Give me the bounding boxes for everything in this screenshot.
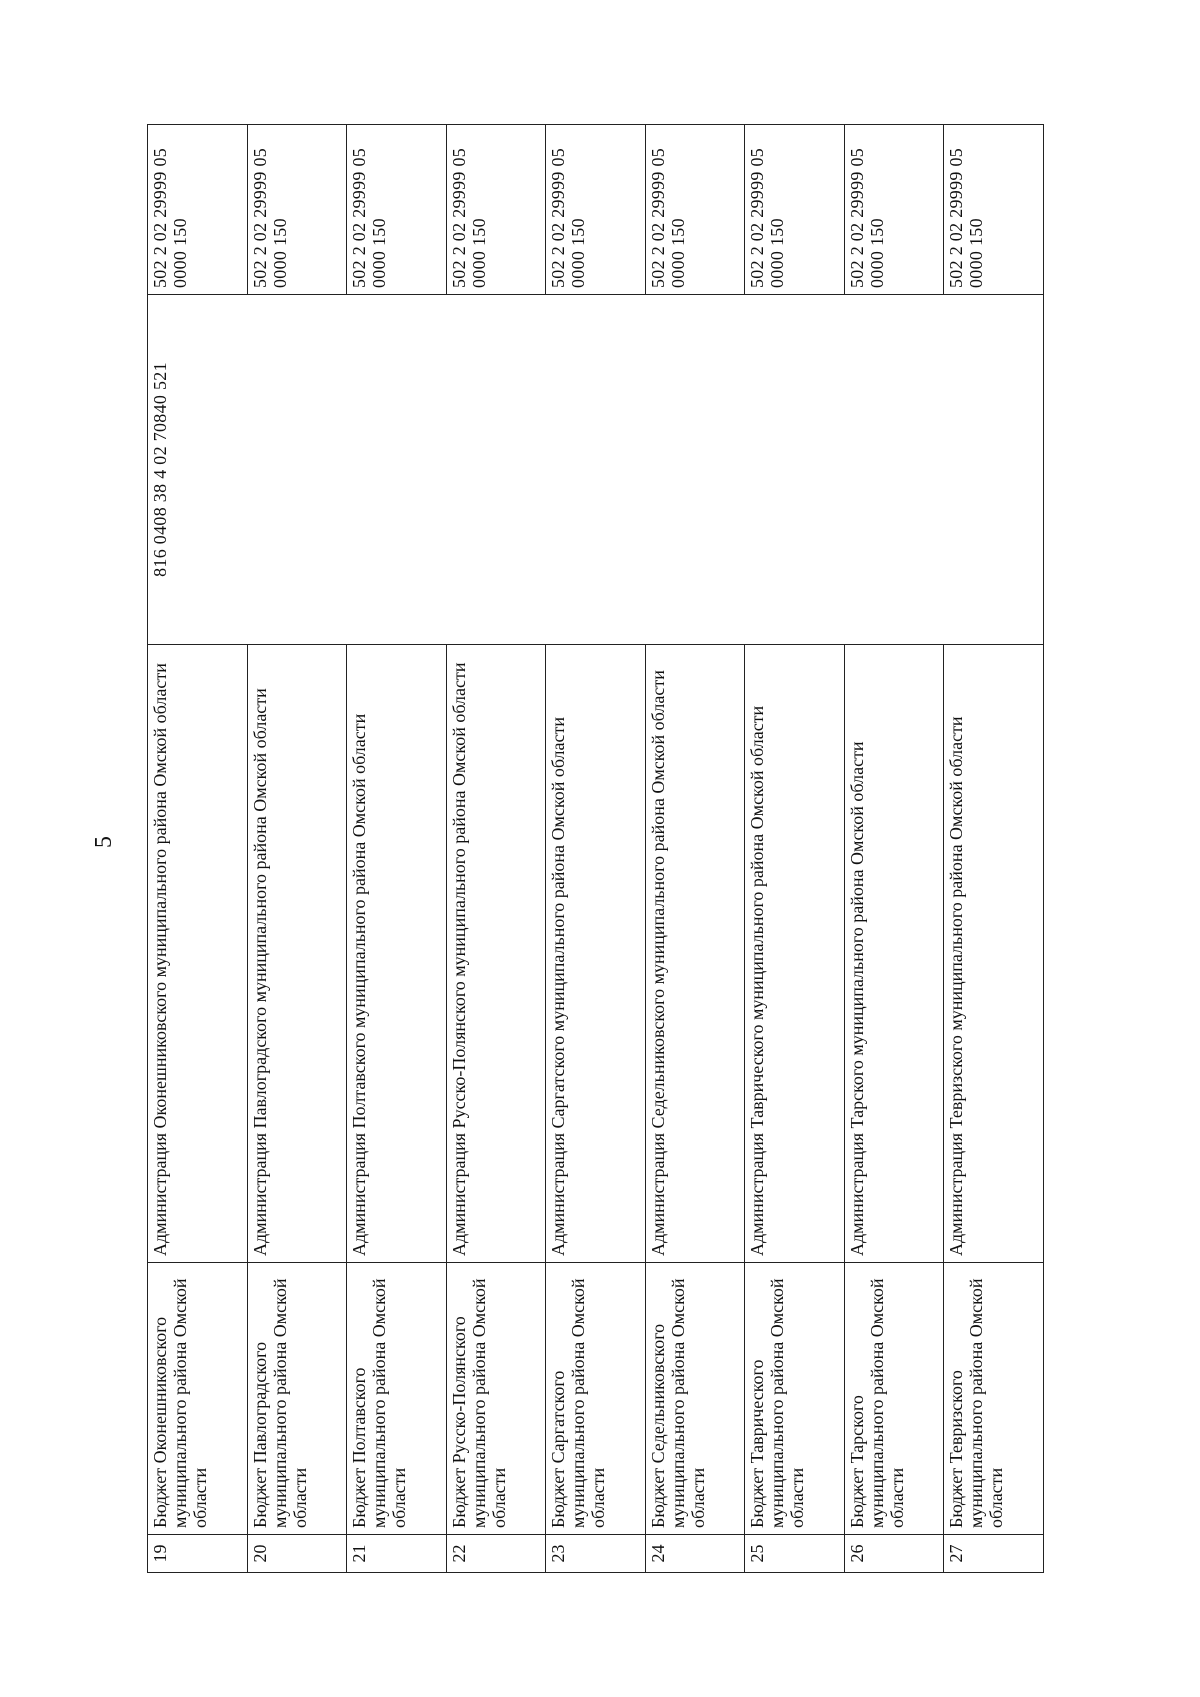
administrator-name: Администрация Саргатского муниципального района Омской области [546,645,646,1263]
budget-name: Бюджет Саргатского муниципального района Омской области [546,1263,646,1535]
revenue-code: 502 2 02 29999 05 0000 150 [347,125,447,295]
row-number: 20 [247,1535,347,1573]
revenue-code: 502 2 02 29999 05 0000 150 [745,125,845,295]
expenditure-code: 816 0408 38 4 02 70840 521 [148,295,1044,645]
administrator-name: Администрация Павлоградского муниципального района Омской области [247,645,347,1263]
budget-name: Бюджет Тарского муниципального района Омской области [844,1263,944,1535]
row-number: 21 [347,1535,447,1573]
budget-name: Бюджет Седельниковского муниципального района Омской области [645,1263,745,1535]
budget-name: Бюджет Тевризского муниципального района Омской области [944,1263,1044,1535]
budget-name: Бюджет Оконешниковского муниципального района Омской области [148,1263,248,1535]
revenue-code: 502 2 02 29999 05 0000 150 [546,125,646,295]
budget-table-body [148,125,1044,1573]
revenue-code: 502 2 02 29999 05 0000 150 [446,125,546,295]
revenue-code: 502 2 02 29999 05 0000 150 [844,125,944,295]
revenue-code: 502 2 02 29999 05 0000 150 [944,125,1044,295]
administrator-name: Администрация Полтавского муниципального района Омской области [347,645,447,1263]
administrator-name: Администрация Седельниковского муниципального района Омской области [645,645,745,1263]
administrator-name: Администрация Тевризского муниципального района Омской области [944,645,1044,1263]
administrator-name: Администрация Таврического муниципального района Омской области [745,645,845,1263]
table-row [148,125,248,1573]
revenue-code: 502 2 02 29999 05 0000 150 [645,125,745,295]
budget-name: Бюджет Полтавского муниципального района Омской области [347,1263,447,1535]
budget-name: Бюджет Таврического муниципального района Омской области [745,1263,845,1535]
row-number: 24 [645,1535,745,1573]
administrator-name: Администрация Тарского муниципального района Омской области [844,645,944,1263]
revenue-code: 502 2 02 29999 05 0000 150 [148,125,248,295]
administrator-name: Администрация Оконешниковского муниципального района Омской области [148,645,248,1263]
row-number: 27 [944,1535,1044,1573]
row-number: 25 [745,1535,845,1573]
budget-table [147,124,1044,1573]
budget-name: Бюджет Русско-Полянского муниципального района Омской области [446,1263,546,1535]
administrator-name: Администрация Русско-Полянского муниципального района Омской области [446,645,546,1263]
page-number: 5 [91,836,117,848]
row-number: 26 [844,1535,944,1573]
row-number: 19 [148,1535,248,1573]
row-number: 23 [546,1535,646,1573]
revenue-code: 502 2 02 29999 05 0000 150 [247,125,347,295]
budget-name: Бюджет Павлоградского муниципального района Омской области [247,1263,347,1535]
budget-table-container [147,125,1044,1573]
row-number: 22 [446,1535,546,1573]
